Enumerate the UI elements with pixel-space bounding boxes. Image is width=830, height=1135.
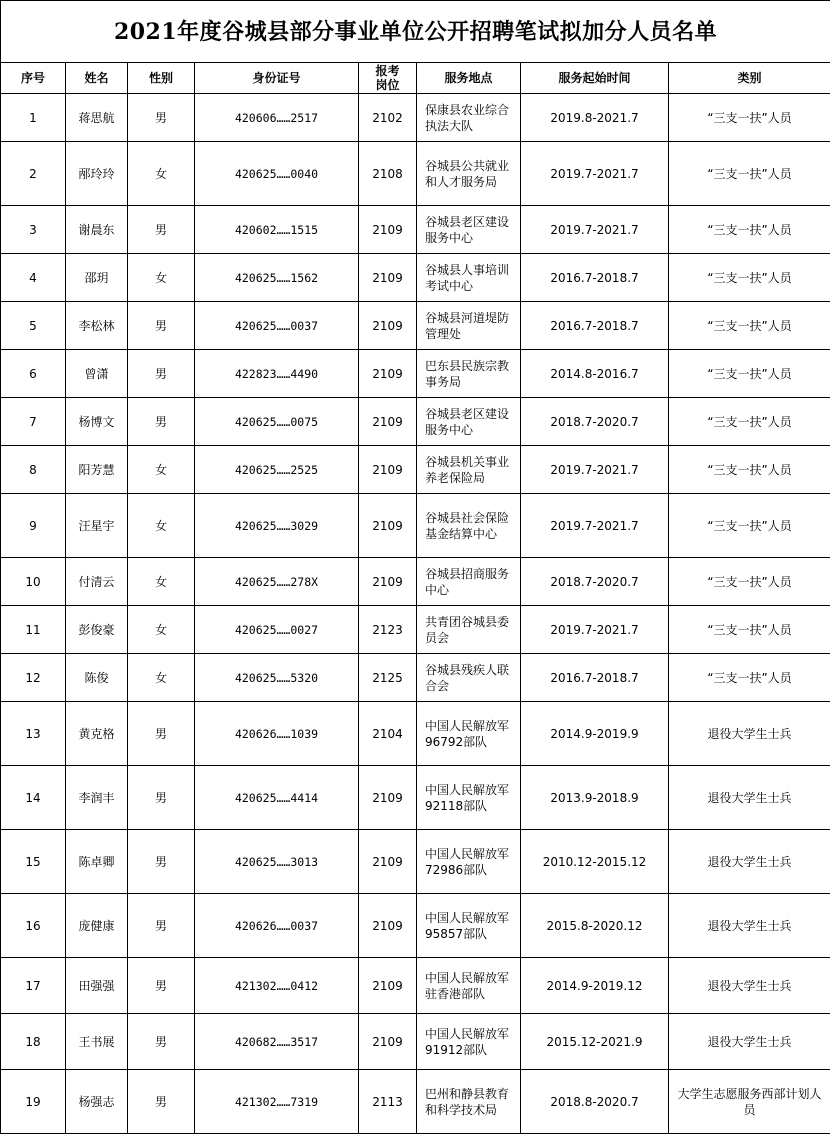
cell-location xyxy=(417,302,521,350)
cell-category: 退役大学生士兵 xyxy=(669,702,830,766)
header-gender: 性别 xyxy=(128,63,195,94)
cell-name: 邴玲玲 xyxy=(66,142,128,206)
location-line2: 养老保险局 xyxy=(425,470,486,485)
table-row xyxy=(1,142,830,206)
cell-name: 曾潇 xyxy=(66,350,128,398)
cell-id-number: 422823……4490 xyxy=(195,350,359,398)
cell-location xyxy=(417,142,521,206)
cell-index: 9 xyxy=(1,494,66,558)
cell-id-number: 420626……0037 xyxy=(195,894,359,958)
cell-category: “三支一扶”人员 xyxy=(669,398,830,446)
location-line1: 中国人民解放军 xyxy=(425,782,510,797)
cell-location xyxy=(417,494,521,558)
cell-id-number: 420602……1515 xyxy=(195,206,359,254)
cell-name: 付清云 xyxy=(66,558,128,606)
cell-name: 谢晨东 xyxy=(66,206,128,254)
cell-category: “三支一扶”人员 xyxy=(669,142,830,206)
cell-category: “三支一扶”人员 xyxy=(669,94,830,142)
cell-name: 陈俊 xyxy=(66,654,128,702)
cell-location xyxy=(417,958,521,1014)
location-line1: 谷城县招商服务 xyxy=(425,566,510,581)
cell-location xyxy=(417,446,521,494)
cell-gender: 男 xyxy=(128,94,195,142)
cell-id-number: 420625……0037 xyxy=(195,302,359,350)
cell-period: 2014.9-2019.12 xyxy=(521,958,669,1014)
cell-post: 2109 xyxy=(359,830,417,894)
cell-gender: 男 xyxy=(128,206,195,254)
table-row xyxy=(1,350,830,398)
cell-location xyxy=(417,606,521,654)
cell-category: 退役大学生士兵 xyxy=(669,958,830,1014)
cell-id-number: 420626……1039 xyxy=(195,702,359,766)
cell-period: 2015.8-2020.12 xyxy=(521,894,669,958)
location-line2: 中心 xyxy=(425,582,450,597)
cell-name: 李润丰 xyxy=(66,766,128,830)
cell-post: 2109 xyxy=(359,398,417,446)
header-post xyxy=(359,63,417,94)
cell-id-number: 420625……0027 xyxy=(195,606,359,654)
cell-location xyxy=(417,398,521,446)
cell-category: 退役大学生士兵 xyxy=(669,1014,830,1070)
cell-gender: 女 xyxy=(128,446,195,494)
cell-index: 15 xyxy=(1,830,66,894)
cell-location xyxy=(417,702,521,766)
cell-location xyxy=(417,1070,521,1134)
cell-id-number: 420625……0075 xyxy=(195,398,359,446)
cell-post: 2108 xyxy=(359,142,417,206)
cell-index: 5 xyxy=(1,302,66,350)
cell-name: 邵玥 xyxy=(66,254,128,302)
cell-id-number: 420606……2517 xyxy=(195,94,359,142)
location-line2: 事务局 xyxy=(425,374,462,389)
cell-id-number: 420625……1562 xyxy=(195,254,359,302)
cell-gender: 男 xyxy=(128,398,195,446)
table-row xyxy=(1,446,830,494)
table-body xyxy=(1,94,830,1134)
cell-post: 2109 xyxy=(359,558,417,606)
cell-period: 2018.8-2020.7 xyxy=(521,1070,669,1134)
header-post-line1: 报考 xyxy=(375,64,400,78)
cell-gender: 男 xyxy=(128,702,195,766)
location-line1: 谷城县机关事业 xyxy=(425,454,510,469)
cell-id-number: 420625……278X xyxy=(195,558,359,606)
cell-id-number: 420625……3013 xyxy=(195,830,359,894)
header-period: 服务起始时间 xyxy=(521,63,669,94)
cell-period: 2016.7-2018.7 xyxy=(521,654,669,702)
cell-category: “三支一扶”人员 xyxy=(669,654,830,702)
table-row xyxy=(1,702,830,766)
cell-post: 2109 xyxy=(359,254,417,302)
cell-period: 2016.7-2018.7 xyxy=(521,254,669,302)
cell-post: 2109 xyxy=(359,1014,417,1070)
cell-category: “三支一扶”人员 xyxy=(669,254,830,302)
location-line1: 谷城县老区建设 xyxy=(425,214,510,229)
location-line2: 服务中心 xyxy=(425,230,474,245)
location-line2: 95857部队 xyxy=(425,926,488,941)
cell-location xyxy=(417,830,521,894)
cell-post: 2109 xyxy=(359,894,417,958)
location-line2: 服务中心 xyxy=(425,422,474,437)
cell-index: 10 xyxy=(1,558,66,606)
cell-name: 蒋思航 xyxy=(66,94,128,142)
cell-category: “三支一扶”人员 xyxy=(669,446,830,494)
cell-gender: 女 xyxy=(128,254,195,302)
cell-index: 19 xyxy=(1,1070,66,1134)
location-line1: 巴州和静县教育 xyxy=(425,1086,510,1101)
table-row xyxy=(1,830,830,894)
location-line1: 谷城县人事培训 xyxy=(425,262,510,277)
cell-category: “三支一扶”人员 xyxy=(669,206,830,254)
cell-gender: 男 xyxy=(128,302,195,350)
cell-gender: 女 xyxy=(128,142,195,206)
cell-name: 黄克格 xyxy=(66,702,128,766)
cell-period: 2015.12-2021.9 xyxy=(521,1014,669,1070)
location-line1: 中国人民解放军 xyxy=(425,1026,510,1041)
location-line1: 中国人民解放军 xyxy=(425,846,510,861)
cell-period: 2016.7-2018.7 xyxy=(521,302,669,350)
cell-index: 1 xyxy=(1,94,66,142)
location-line1: 保康县农业综合 xyxy=(425,102,510,117)
cell-period: 2013.9-2018.9 xyxy=(521,766,669,830)
location-line2: 驻香港部队 xyxy=(425,986,486,1001)
table-row xyxy=(1,206,830,254)
cell-name: 李松林 xyxy=(66,302,128,350)
cell-index: 4 xyxy=(1,254,66,302)
table-row xyxy=(1,94,830,142)
cell-name: 彭俊豪 xyxy=(66,606,128,654)
title-row xyxy=(1,1,830,63)
cell-name: 杨强志 xyxy=(66,1070,128,1134)
cell-index: 16 xyxy=(1,894,66,958)
cell-post: 2109 xyxy=(359,446,417,494)
cell-index: 11 xyxy=(1,606,66,654)
cell-gender: 男 xyxy=(128,1014,195,1070)
location-line1: 谷城县社会保险 xyxy=(425,510,510,525)
table-row xyxy=(1,558,830,606)
cell-post: 2113 xyxy=(359,1070,417,1134)
page-title: 2021年度谷城县部分事业单位公开招聘笔试拟加分人员名单 xyxy=(1,1,830,63)
cell-category: 退役大学生士兵 xyxy=(669,894,830,958)
header-location: 服务地点 xyxy=(417,63,521,94)
table-row xyxy=(1,654,830,702)
location-line2: 72986部队 xyxy=(425,862,488,877)
location-line2: 管理处 xyxy=(425,326,462,341)
cell-location xyxy=(417,254,521,302)
location-line2: 合会 xyxy=(425,678,450,693)
cell-post: 2125 xyxy=(359,654,417,702)
cell-name: 阳芳慧 xyxy=(66,446,128,494)
cell-post: 2123 xyxy=(359,606,417,654)
cell-period: 2014.8-2016.7 xyxy=(521,350,669,398)
location-line2: 考试中心 xyxy=(425,278,474,293)
location-line2: 和科学技术局 xyxy=(425,1102,498,1117)
cell-gender: 女 xyxy=(128,494,195,558)
cell-index: 17 xyxy=(1,958,66,1014)
cell-category: “三支一扶”人员 xyxy=(669,302,830,350)
header-row xyxy=(1,63,830,94)
cell-name: 庞健康 xyxy=(66,894,128,958)
cell-gender: 女 xyxy=(128,606,195,654)
cell-index: 6 xyxy=(1,350,66,398)
table-row xyxy=(1,894,830,958)
cell-category: 退役大学生士兵 xyxy=(669,830,830,894)
cell-index: 3 xyxy=(1,206,66,254)
table-row xyxy=(1,302,830,350)
cell-location xyxy=(417,766,521,830)
location-line2: 92118部队 xyxy=(425,798,488,813)
cell-index: 7 xyxy=(1,398,66,446)
cell-gender: 女 xyxy=(128,558,195,606)
location-line1: 中国人民解放军 xyxy=(425,718,510,733)
cell-post: 2102 xyxy=(359,94,417,142)
cell-period: 2019.7-2021.7 xyxy=(521,142,669,206)
cell-index: 13 xyxy=(1,702,66,766)
cell-period: 2019.7-2021.7 xyxy=(521,206,669,254)
header-post-line2: 岗位 xyxy=(375,78,400,92)
cell-period: 2018.7-2020.7 xyxy=(521,398,669,446)
location-line1: 中国人民解放军 xyxy=(425,910,510,925)
cell-post: 2109 xyxy=(359,958,417,1014)
cell-period: 2019.8-2021.7 xyxy=(521,94,669,142)
cell-name: 陈卓卿 xyxy=(66,830,128,894)
cell-gender: 男 xyxy=(128,830,195,894)
cell-name: 汪星宇 xyxy=(66,494,128,558)
cell-category: “三支一扶”人员 xyxy=(669,494,830,558)
table-row xyxy=(1,398,830,446)
table-row xyxy=(1,1014,830,1070)
cell-category: “三支一扶”人员 xyxy=(669,606,830,654)
cell-period: 2010.12-2015.12 xyxy=(521,830,669,894)
cell-id-number: 420625……5320 xyxy=(195,654,359,702)
cell-index: 14 xyxy=(1,766,66,830)
cell-period: 2019.7-2021.7 xyxy=(521,606,669,654)
location-line1: 中国人民解放军 xyxy=(425,970,510,985)
cell-period: 2019.7-2021.7 xyxy=(521,494,669,558)
location-line1: 共青团谷城县委 xyxy=(425,614,510,629)
cell-location xyxy=(417,206,521,254)
cell-index: 2 xyxy=(1,142,66,206)
cell-name: 杨博文 xyxy=(66,398,128,446)
location-line2: 96792部队 xyxy=(425,734,488,749)
cell-location xyxy=(417,654,521,702)
table-row xyxy=(1,606,830,654)
cell-post: 2109 xyxy=(359,206,417,254)
table-row xyxy=(1,254,830,302)
cell-period: 2018.7-2020.7 xyxy=(521,558,669,606)
cell-gender: 男 xyxy=(128,350,195,398)
cell-gender: 男 xyxy=(128,894,195,958)
cell-index: 8 xyxy=(1,446,66,494)
location-line2: 91912部队 xyxy=(425,1042,488,1057)
header-category: 类别 xyxy=(669,63,830,94)
cell-gender: 男 xyxy=(128,958,195,1014)
location-line2: 员会 xyxy=(425,630,450,645)
cell-id-number: 421302……7319 xyxy=(195,1070,359,1134)
location-line2: 和人才服务局 xyxy=(425,174,498,189)
cell-name: 田强强 xyxy=(66,958,128,1014)
cell-period: 2014.9-2019.9 xyxy=(521,702,669,766)
cell-category: “三支一扶”人员 xyxy=(669,558,830,606)
location-line1: 巴东县民族宗教 xyxy=(425,358,510,373)
cell-gender: 女 xyxy=(128,654,195,702)
cell-id-number: 421302……0412 xyxy=(195,958,359,1014)
header-name: 姓名 xyxy=(66,63,128,94)
table-row xyxy=(1,494,830,558)
cell-location xyxy=(417,94,521,142)
cell-location xyxy=(417,350,521,398)
cell-post: 2109 xyxy=(359,302,417,350)
location-line2: 执法大队 xyxy=(425,118,474,133)
cell-post: 2109 xyxy=(359,766,417,830)
cell-location xyxy=(417,894,521,958)
header-index: 序号 xyxy=(1,63,66,94)
cell-location xyxy=(417,1014,521,1070)
cell-index: 18 xyxy=(1,1014,66,1070)
cell-index: 12 xyxy=(1,654,66,702)
cell-id-number: 420625……0040 xyxy=(195,142,359,206)
cell-period: 2019.7-2021.7 xyxy=(521,446,669,494)
cell-gender: 男 xyxy=(128,766,195,830)
cell-category: 大学生志愿服务西部计划人员 xyxy=(669,1070,830,1134)
cell-category: “三支一扶”人员 xyxy=(669,350,830,398)
cell-category: 退役大学生士兵 xyxy=(669,766,830,830)
cell-name: 王书展 xyxy=(66,1014,128,1070)
cell-location xyxy=(417,558,521,606)
cell-id-number: 420625……2525 xyxy=(195,446,359,494)
header-id-number: 身份证号 xyxy=(195,63,359,94)
cell-gender: 男 xyxy=(128,1070,195,1134)
cell-id-number: 420682……3517 xyxy=(195,1014,359,1070)
cell-id-number: 420625……3029 xyxy=(195,494,359,558)
cell-post: 2109 xyxy=(359,350,417,398)
table-row xyxy=(1,958,830,1014)
cell-id-number: 420625……4414 xyxy=(195,766,359,830)
cell-post: 2104 xyxy=(359,702,417,766)
location-line2: 基金结算中心 xyxy=(425,526,498,541)
table-row xyxy=(1,1070,830,1134)
location-line1: 谷城县公共就业 xyxy=(425,158,510,173)
location-line1: 谷城县河道堤防 xyxy=(425,310,510,325)
cell-post: 2109 xyxy=(359,494,417,558)
location-line1: 谷城县残疾人联 xyxy=(425,662,510,677)
location-line1: 谷城县老区建设 xyxy=(425,406,510,421)
table-row xyxy=(1,766,830,830)
